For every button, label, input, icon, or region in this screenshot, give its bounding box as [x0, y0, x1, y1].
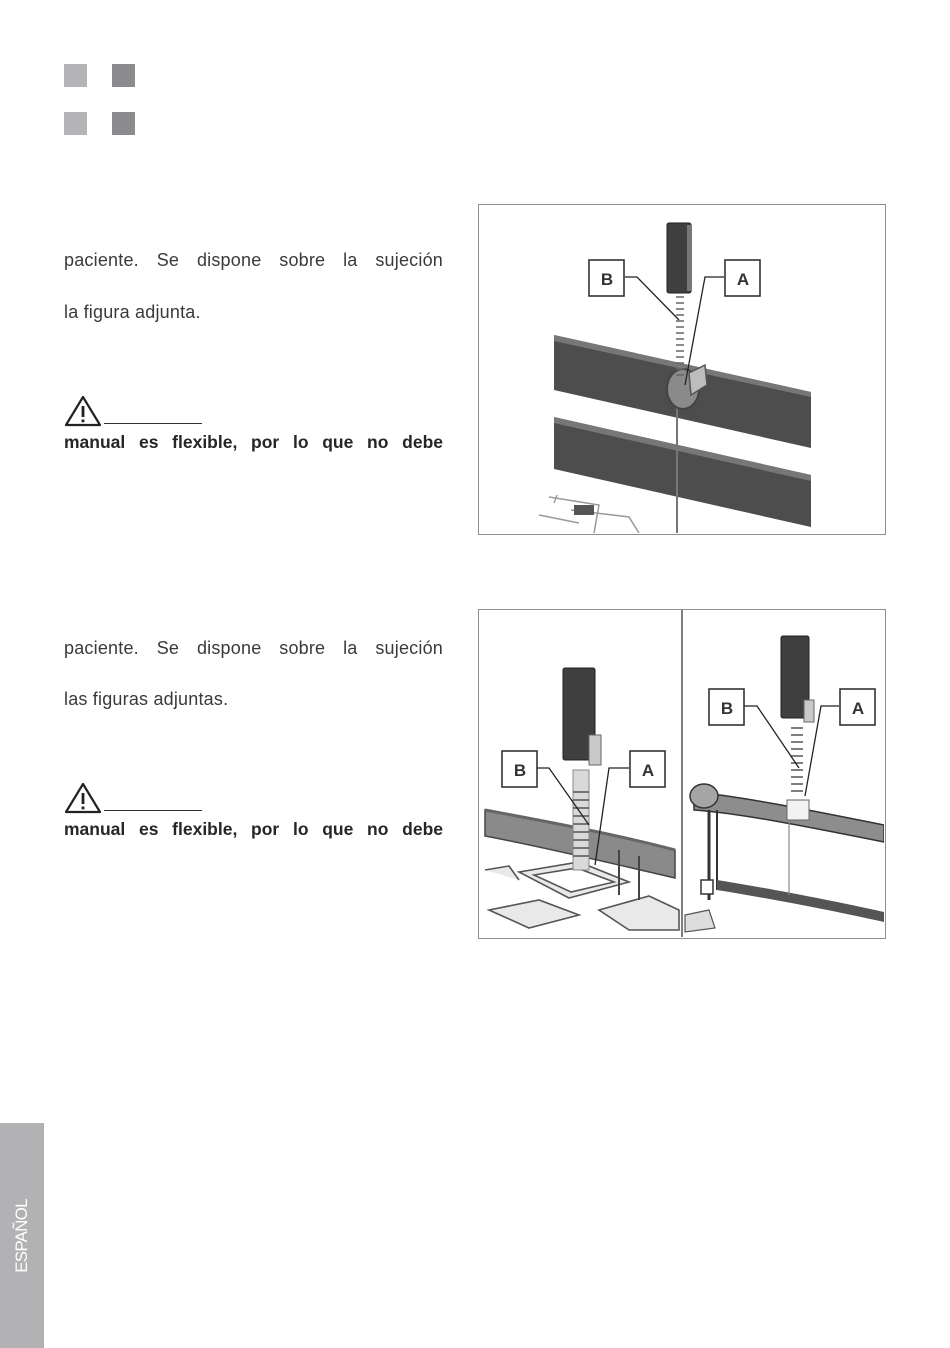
- header-square-light-2: [64, 112, 87, 135]
- section2-warning: [64, 782, 204, 812]
- header-square-dark-1: [112, 64, 135, 87]
- figure-2-handset-holder: [478, 609, 886, 939]
- header-square-light-1: [64, 64, 87, 87]
- section2-warning-text: manual es flexible, por lo que no debe: [64, 819, 443, 839]
- section1-line1: paciente. Se dispone sobre la sujeción: [64, 250, 443, 270]
- warning-triangle-icon: [64, 782, 102, 814]
- section1-warning: [64, 395, 204, 425]
- section2-line1: paciente. Se dispone sobre la sujeción: [64, 638, 443, 658]
- figure2-left-label-b: B: [513, 761, 527, 780]
- figure2-right-label-b: B: [720, 699, 734, 718]
- figure2-left-label-a: A: [641, 761, 655, 780]
- section1-line2: la figura adjunta.: [64, 302, 201, 322]
- section2-line2: las figuras adjuntas.: [64, 689, 229, 709]
- header-square-dark-2: [112, 112, 135, 135]
- language-tab-label: ESPAÑOL: [12, 1199, 31, 1273]
- figure1-label-b: B: [600, 270, 614, 289]
- section1-warning-text: manual es flexible, por lo que no debe: [64, 432, 443, 452]
- figure1-label-a: A: [736, 270, 750, 289]
- warning-triangle-icon: [64, 395, 102, 427]
- figure2-right-label-a: A: [851, 699, 865, 718]
- figure-1-handset-holder: [478, 204, 886, 535]
